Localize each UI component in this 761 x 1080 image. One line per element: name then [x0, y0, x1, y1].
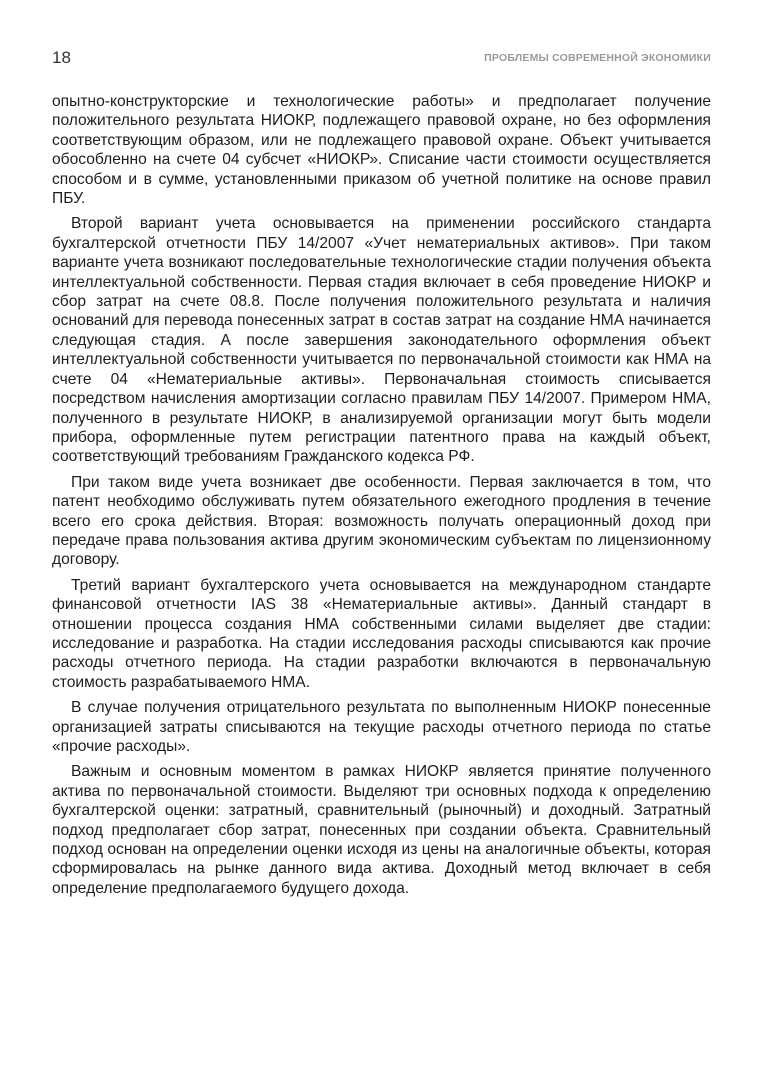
- paragraph-6: Важным и основным моментом в рамках НИОКР является принятие полученного актива по первоначальной стоимости. Выделяют три основных подхода к определению бухгалтерской оценки: затратный, сравнительный (рыночный) и доходный. Затратный подход предполагает сбор затрат, понесенных при создании объекта. Сравнительный подход основан на определении оценки исходя из цены на аналогичные объекты, которая сформировалась на рынке данного вида актива. Доходный метод включает в себя определение предполагаемого будущего дохода.: [52, 763, 711, 897]
- paragraph-5: В случае получения отрицательного результата по выполненным НИОКР понесенные организацией затраты списываются на текущие расходы отчетного периода по статье «прочие расходы».: [52, 699, 711, 755]
- page-header: [52, 48, 711, 70]
- paragraph-4: Третий вариант бухгалтерского учета основывается на международном стандарте финансовой отчетности IAS 38 «Нематериальные активы». Данный стандарт в отношении процесса создания НМА собственными силами выделяет две стадии: исследование и разработка. На стадии исследования расходы списываются как прочие расходы отчетного периода. На стадии разработки включаются в первоначальную стоимость разрабатываемого НМА.: [52, 576, 711, 691]
- paragraph-3: При таком виде учета возникает две особенности. Первая заключается в том, что патент необходимо обслуживать путем обязательного ежегодного продления в течение всего его срока действия. Вторая: возможность получать операционный доход при передаче права пользования актива другим экономическим субъектам по лицензионному договору.: [52, 473, 711, 569]
- running-title: ПРОБЛЕМЫ СОВРЕМЕННОЙ ЭКОНОМИКИ: [484, 52, 711, 64]
- paragraph-1: опытно-конструкторские и технологические работы» и предполагает получение положительного результата НИОКР, подлежащего правовой охране, но без оформления соответствующим образом, или не подлежащего правовой охране. Объект учитывается обособленно на счете 04 субсчет «НИОКР». Списание части стоимости осуществляется способом и в сумме, установленными приказом об учетной политике на основе правил ПБУ.: [52, 93, 711, 208]
- page-number: 18: [52, 48, 71, 67]
- body-text: [52, 92, 711, 904]
- paragraph-2: Второй вариант учета основывается на применении российского стандарта бухгалтерской отчетности ПБУ 14/2007 «Учет нематериальных активов». При таком варианте учета возникают последовательные технологические стадии получения объекта интеллектуальной собственности. Первая стадия включает в себя проведение НИОКР и сбор затрат на счете 08.8. После получения положительного результата и наличия оснований для перевода понесенных затрат в состав затрат на создание НМА начинается следующая стадия. А после завершения законодательного оформления объект интеллектуальной собственности учитывается по первоначальной стоимости как НМА на счете 04 «Нематериальные активы». Первоначальная стоимость списывается посредством начисления амортизации согласно правилам ПБУ 14/2007. Примером НМА, полученного в результате НИОКР, в анализируемой организации могут быть модели прибора, оформленные путем регистрации патентного права на каждый объект, соответствующий требованиям Гражданского кодекса РФ.: [52, 215, 711, 466]
